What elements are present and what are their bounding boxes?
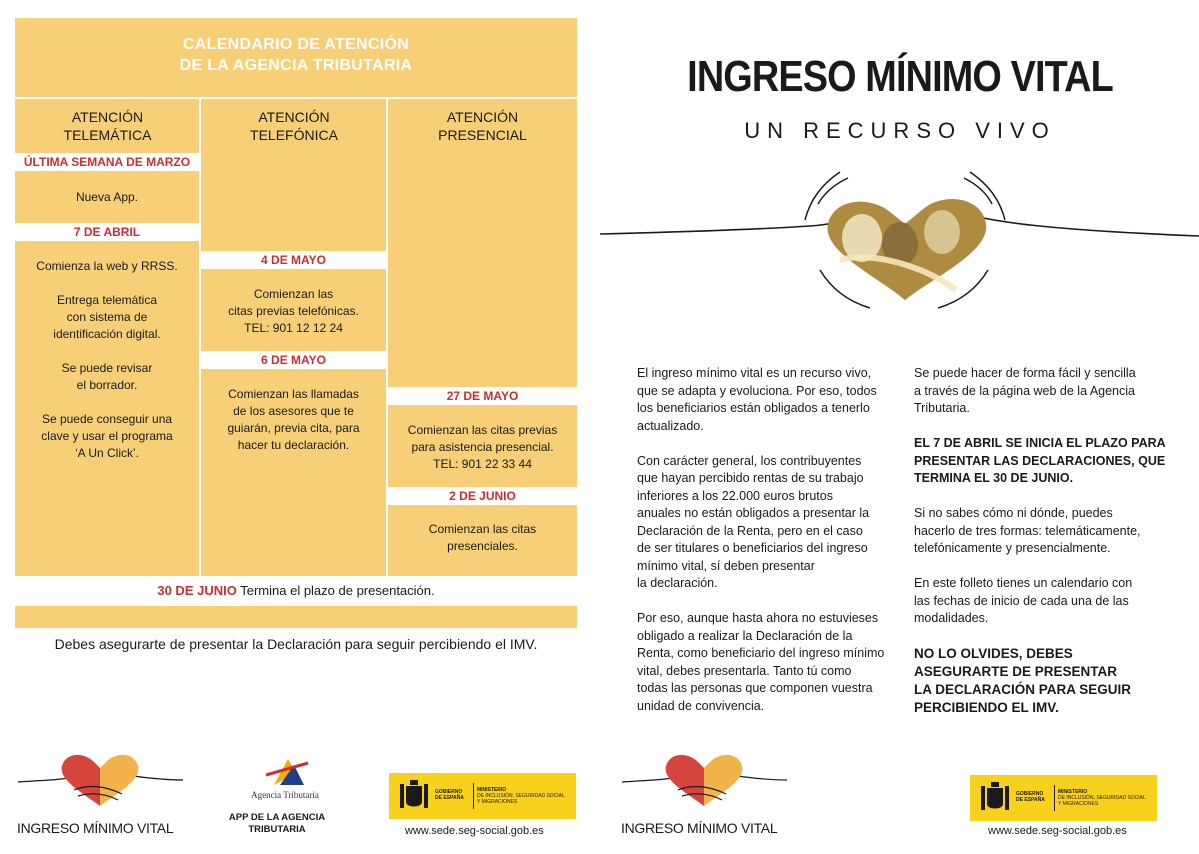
gobierno-espana-logo: GOBIERNO DE ESPAÑA MINISTERIO DE INCLUSIÓN, SEGURIDAD SOCIAL Y MIGRACIONES — [389, 773, 576, 819]
app-agencia-label: APP DE LA AGENCIA TRIBUTARIA — [228, 812, 326, 835]
reminder-note: Debes asegurarte de presentar la Declaración para seguir percibiendo el IMV. — [54, 636, 538, 652]
coat-of-arms-icon — [397, 778, 431, 814]
event-text: Nueva App. — [75, 190, 139, 204]
event-text: Comienzan las llamadas de los asesores que te guiarán, previa cita, para hacer tu declaración. — [227, 387, 360, 452]
date-label: 6 DE MAYO — [201, 351, 386, 369]
agencia-tributaria-logo — [258, 755, 318, 787]
date-label: 7 DE ABRIL — [15, 223, 199, 241]
cover-text-column-2: Se puede hacer de forma fácil y sencilla a través de la página web de la Agencia Tributaria. EL 7 DE ABRIL SE INICIA EL PLAZO PARA PRESENTAR LAS DECLARACIONES, QUE TERMINA EL 30 DE JUNIO. Si no sabes cómo ni dónde, puedes hacerlo de tres formas: telemáticamente, telefónicamente y presencialmente. En este folleto tienes un calendario con las fechas de inicio de cada una de las modalidades. NO LO OLVIDES, DEBES ASEGURARTE DE PRESENTAR LA DECLARACIÓN PARA SEGUIR PERCIBIENDO EL IMV. — [914, 366, 1166, 715]
calendar-title: CALENDARIO DE ATENCIÓN DE LA AGENCIA TRIBUTARIA — [179, 36, 413, 74]
imv-heart-logo — [622, 746, 787, 814]
coat-of-arms-icon — [978, 780, 1012, 816]
gobierno-espana-logo: GOBIERNO DE ESPAÑA MINISTERIO DE INCLUSIÓN, SEGURIDAD SOCIAL Y MIGRACIONES — [970, 775, 1157, 821]
column-header-telematica: ATENCIÓN TELEMÁTICA — [63, 109, 152, 143]
date-label: 27 DE MAYO — [388, 387, 577, 405]
sede-url[interactable]: www.sede.seg-social.gob.es — [405, 825, 544, 837]
imv-logo-label: INGRESO MÍNIMO VITAL — [17, 820, 174, 836]
date-label: 2 DE JUNIO — [388, 487, 577, 505]
column-header-telefonica: ATENCIÓN TELEFÓNICA — [250, 109, 338, 143]
cover-title: INGRESO MÍNIMO VITAL — [687, 52, 1113, 101]
sede-url[interactable]: www.sede.seg-social.gob.es — [988, 825, 1127, 837]
cover-subtitle: UN RECURSO VIVO — [744, 118, 1056, 143]
column-divider — [199, 98, 201, 576]
date-label: ÚLTIMA SEMANA DE MARZO — [15, 153, 199, 171]
imv-heart-logo — [18, 746, 183, 814]
event-text: Comienzan las citas previas para asistencia presencial. TEL: 901 22 33 44 — [407, 423, 558, 471]
column-header-presencial: ATENCIÓN PRESENCIAL — [438, 109, 527, 143]
agencia-name: Agencia Tributaria — [251, 790, 319, 800]
deadline-text: Termina el plazo de presentación. — [240, 583, 435, 598]
heart-photo-illustration — [600, 160, 1199, 330]
deadline-bar — [15, 576, 577, 606]
imv-logo-label: INGRESO MÍNIMO VITAL — [621, 820, 778, 836]
deadline-date: 30 DE JUNIO — [157, 583, 237, 598]
event-text: Comienza la web y RRSS. Entrega telemática con sistema de identificación digital. Se puede revisar el borrador. Se puede conseguir una clave y usar el programa ‘A Un Click’. — [36, 259, 178, 460]
cover-text-column-1: El ingreso mínimo vital es un recurso vivo, que se adapta y evoluciona. Por eso, todos los beneficiarios están obligados a tenerlo actualizado. Con carácter general, los contribuyentes que hayan percibido rentas de su trabajo inferiores a los 22.000 euros brutos anuales no están obligados a presentar la Declaración de la Renta, pero en el caso de ser titulares o beneficiarios del ingreso mínimo vital, sí deben presentar la declaración. Por eso, aunque hasta ahora no estuvieses obligado a realizar la Declaración de la Renta, como beneficiario del ingreso mínimo vital, debes presentarla. Tanto tú como todas las personas que componen vuestra unidad de convivencia. — [637, 366, 885, 713]
date-label: 4 DE MAYO — [201, 251, 386, 269]
event-text: Comienzan las citas previas telefónicas. TEL: 901 12 12 24 — [228, 287, 359, 335]
event-text: Comienzan las citas presenciales. — [428, 522, 537, 553]
